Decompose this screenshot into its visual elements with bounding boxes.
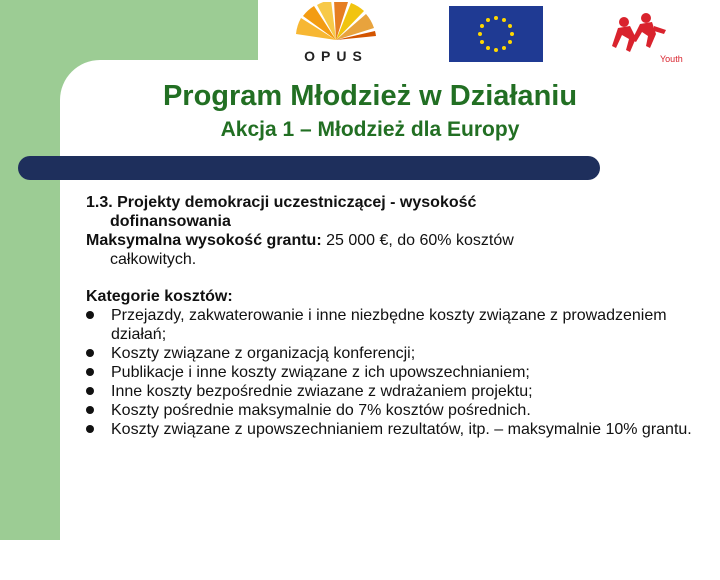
max-grant-label: Maksymalna wysokość grantu:: [86, 232, 322, 249]
list-item: [86, 420, 696, 439]
slide-body: [86, 193, 696, 439]
list-item: [86, 306, 696, 344]
bullet-icon: [86, 425, 94, 433]
section-heading: [86, 193, 696, 212]
max-grant-value: 25 000 €, do 60% kosztów: [321, 232, 514, 249]
youth-logo-text: Youth: [660, 54, 683, 64]
list-item-text: Publikacje i inne koszty związane z ich upowszechnianiem;: [111, 364, 530, 381]
youth-logo: [610, 8, 690, 66]
spacer: [86, 269, 696, 287]
opus-logo: [282, 2, 390, 64]
page-subtitle: Akcja 1 – Młodzież dla Europy: [220, 118, 520, 141]
bullet-icon: [86, 368, 94, 376]
page-title: Program Młodzież w Działaniu: [162, 80, 578, 112]
list-item: [86, 344, 696, 363]
categories-label: Kategorie kosztów:: [86, 288, 233, 305]
max-grant-line: [86, 231, 696, 250]
list-item-text: Koszty związane z organizacją konferencji;: [111, 345, 416, 362]
bullet-icon: [86, 387, 94, 395]
list-item: [86, 363, 696, 382]
max-grant-cont: całkowitych.: [110, 251, 197, 268]
categories-heading: [86, 287, 696, 306]
list-item: [86, 401, 696, 420]
eu-flag: [449, 6, 543, 62]
bullet-icon: [86, 349, 94, 357]
list-item-text: Przejazdy, zakwaterowanie i inne niezbędne koszty związane z prowadzeniem działań;: [111, 307, 667, 343]
list-item: [86, 382, 696, 401]
list-item-text: Koszty związane z upowszechnianiem rezultatów, itp. – maksymalnie 10% grantu.: [111, 421, 692, 438]
list-item-text: Inne koszty bezpośrednie zwiazane z wdrażaniem projektu;: [111, 383, 533, 400]
title-divider-bar: [18, 156, 600, 180]
section-heading-line1: 1.3. Projekty demokracji uczestniczącej - wysokość: [86, 194, 477, 211]
bullet-icon: [86, 406, 94, 414]
list-item-text: Koszty pośrednie maksymalnie do 7% kosztów pośrednich.: [111, 402, 531, 419]
opus-logo-text: OPUS: [304, 48, 368, 64]
cost-categories-list: [86, 306, 696, 439]
section-heading-cont: [86, 212, 696, 231]
bullet-icon: [86, 311, 94, 319]
section-heading-line2: dofinansowania: [110, 213, 231, 230]
